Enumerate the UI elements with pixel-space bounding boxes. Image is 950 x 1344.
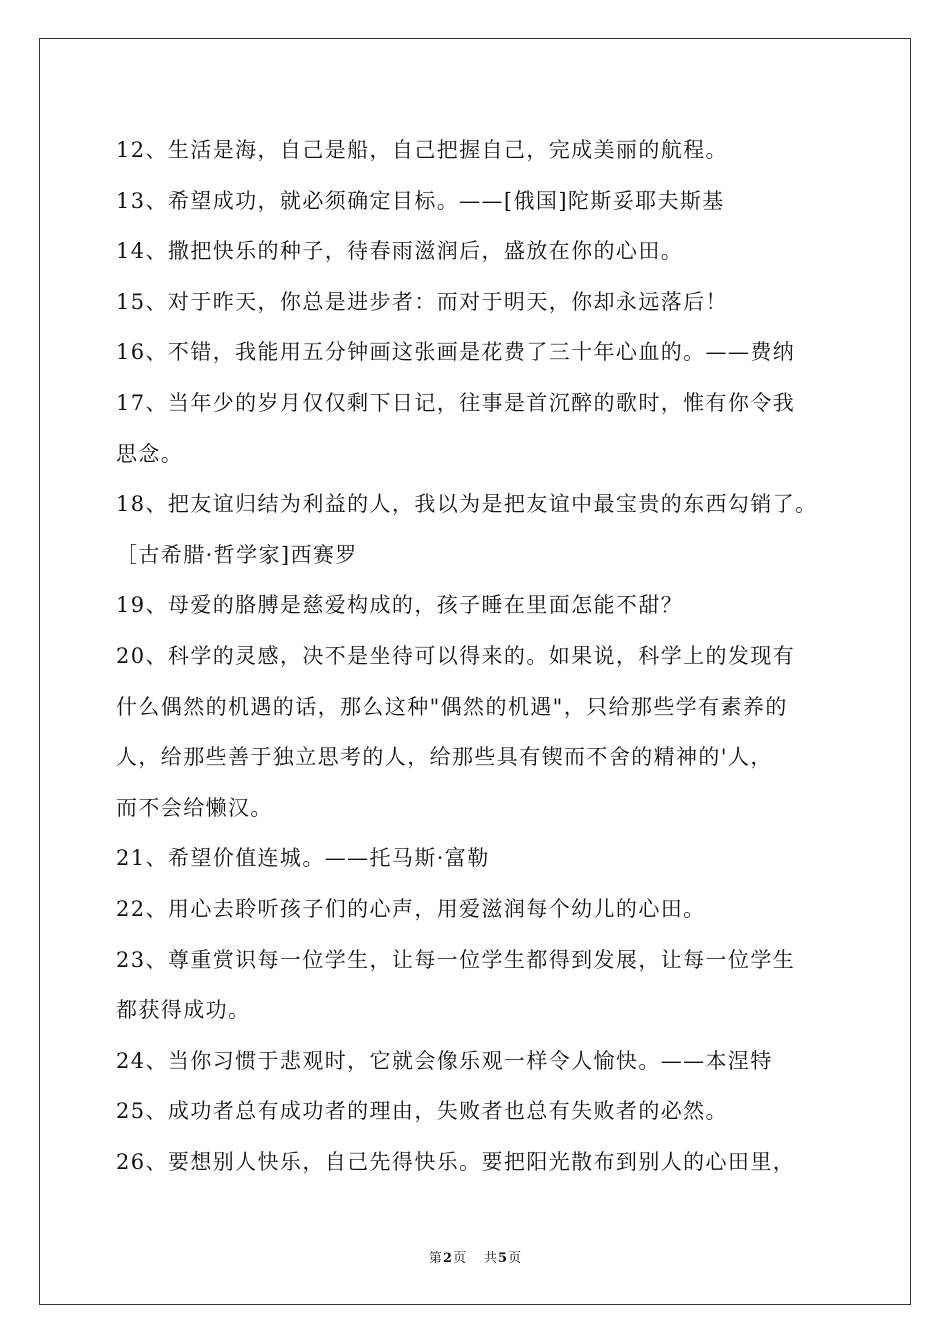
page-footer xyxy=(0,1247,950,1266)
text-line: 20、科学的灵感，决不是坐待可以得来的。如果说，科学上的发现有 xyxy=(116,643,796,668)
page-total: 5 xyxy=(498,1251,508,1266)
text-line: 人，给那些善于独立思考的人，给那些具有锲而不舍的精神的'人， xyxy=(116,745,773,770)
text-line: 18、把友谊归结为利益的人，我以为是把友谊中最宝贵的东西勾销了。 xyxy=(116,492,818,517)
text-line: 19、母爱的胳膊是慈爱构成的，孩子睡在里面怎能不甜？ xyxy=(116,593,684,618)
page-prefix: 第 xyxy=(428,1251,442,1266)
text-line: 21、希望价值连城。——托马斯·富勒 xyxy=(116,846,490,871)
text-line: 15、对于昨天，你总是进步者：而对于明天，你却永远落后！ xyxy=(116,289,728,314)
text-line: 22、用心去聆听孩子们的心声，用爱滋润每个幼儿的心田。 xyxy=(116,896,706,921)
text-line: 17、当年少的岁月仅仅剩下日记，往事是首沉醉的歌时，惟有你令我 xyxy=(116,390,796,415)
text-line: 12、生活是海，自己是船，自己把握自己，完成美丽的航程。 xyxy=(116,138,728,162)
text-line: 25、成功者总有成功者的理由，失败者也总有失败者的必然。 xyxy=(116,1099,728,1124)
text-line: 24、当你习惯于悲观时，它就会像乐观一样令人愉快。——本涅特 xyxy=(116,1048,773,1073)
text-line: ［古希腊·哲学家]西赛罗 xyxy=(116,542,358,567)
text-line: 14、撒把快乐的种子，待春雨滋润后，盛放在你的心田。 xyxy=(116,239,684,264)
text-line: 23、尊重赏识每一位学生，让每一位学生都得到发展，让每一位学生 xyxy=(116,947,796,972)
text-line: 都获得成功。 xyxy=(116,998,251,1023)
total-unit: 页 xyxy=(508,1251,522,1266)
text-line: 思念。 xyxy=(116,441,184,466)
document-body xyxy=(116,128,856,1190)
total-prefix: 共 xyxy=(484,1251,498,1266)
page-unit: 页 xyxy=(452,1251,466,1266)
text-line: 16、不错，我能用五分钟画这张画是花费了三十年心血的。——费纳 xyxy=(116,340,796,365)
text-line: 什么偶然的机遇的话，那么这种"偶然的机遇"，只给那些学有素养的 xyxy=(116,694,788,719)
text-line: 13、希望成功，就必须确定目标。——[俄国]陀斯妥耶夫斯基 xyxy=(116,188,725,213)
text-line: 26、要想别人快乐，自己先得快乐。要把阳光散布到别人的心田里， xyxy=(116,1149,796,1174)
text-line: 而不会给懒汉。 xyxy=(116,795,273,820)
page-number: 2 xyxy=(442,1251,452,1266)
